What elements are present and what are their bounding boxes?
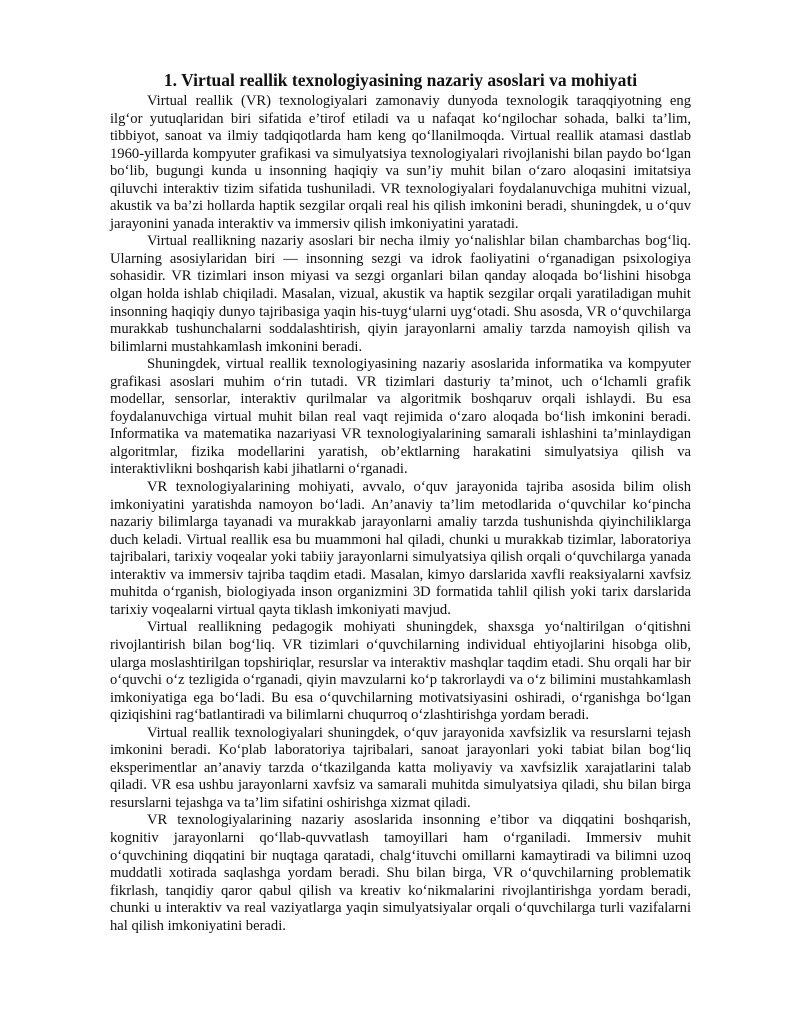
document-page — [110, 70, 691, 935]
paragraph-7: VR texnologiyalarining nazariy asoslarida insonning e’tibor va diqqatini boshqarish, kognitiv jarayonlarni qo‘llab-quvvatlash tamoyillari ham o‘rganiladi. Immersiv muhit o‘quvchining diqqatini bir nuqtaga qaratadi, chalg‘ituvchi omillarni kamaytiradi va bilimni uzoq muddatli xotirada saqlashga yordam beradi. Shu bilan birga, VR o‘quvchilarning problematik fikrlash, tanqidiy qaror qabul qilish va kreativ ko‘nikmalarini rivojlantirishga yordam beradi, chunki u interaktiv va real vaziyatlarga yaqin simulyatsiyalar orqali o‘quvchilarga turli vazifalarni hal qilish imkoniyatini beradi. — [110, 812, 691, 934]
paragraph-3: Shuningdek, virtual reallik texnologiyasining nazariy asoslarida informatika va kompyuter grafikasi asoslari muhim o‘rin tutadi. VR tizimlari dasturiy ta’minot, uch o‘lchamli grafik modellar, sensorlar, interaktiv qurilmalar va algoritmik boshqaruv orqali ishlaydi. Bu esa foydalanuvchiga virtual muhit bilan real vaqt rejimida o‘zaro aloqada bo‘lish imkonini beradi. Informatika va matematika nazariyasi VR texnologiyalarining samarali ishlashini ta’minlaydigan algoritmlar, fizika modellarini yaratish, ob’ektlarning harakatini simulyatsiya qilish va interaktivlikni boshqarish kabi jihatlarni o‘rganadi. — [110, 356, 691, 478]
paragraph-2: Virtual reallikning nazariy asoslari bir necha ilmiy yo‘nalishlar bilan chambarchas bog‘liq. Ularning asosiylaridan biri — insonning sezgi va idrok faoliyatini o‘rganadigan psixologiya sohasidir. VR tizimlari inson miyasi va sezgi organlari bilan qanday aloqada bo‘lishini hisobga olgan holda ishlab chiqiladi. Masalan, vizual, akustik va haptik sezgilar orqali yaratiladigan muhit insonning haqiqiy dunyo tajribasiga yaqin his-tuyg‘ularni uyg‘otadi. Shu asosda, VR o‘quvchilarga murakkab tushunchalarni soddalashtirish, qiyin jarayonlarni amaliy tarzda namoyish qilish va bilimlarni mustahkamlash imkonini beradi. — [110, 233, 691, 355]
paragraph-4: VR texnologiyalarining mohiyati, avvalo, o‘quv jarayonida tajriba asosida bilim olish imkoniyatini yaratishda namoyon bo‘ladi. An’anaviy ta’lim metodlarida o‘quvchilar ko‘pincha nazariy bilimlarga tayanadi va murakkab jarayonlarni amaliy tarzda tushunishda qiyinchiliklarga duch keladi. Virtual reallik esa bu muammoni hal qiladi, chunki u murakkab tizimlar, laboratoriya tajribalari, tarixiy voqealar yoki tabiiy jarayonlarni simulyatsiya qilish orqali o‘quvchilarga yanada interaktiv va immersiv tajriba taqdim etadi. Masalan, kimyo darslarida xavfli reaksiyalarni xavfsiz muhitda o‘rganish, biologiyada inson organizmini 3D formatida tahlil qilish yoki tarix darslarida tarixiy voqealarni virtual qayta tiklash imkoniyati mavjud. — [110, 479, 691, 618]
paragraph-6: Virtual reallik texnologiyalari shuningdek, o‘quv jarayonida xavfsizlik va resurslarni tejash imkonini beradi. Ko‘plab laboratoriya tajribalari, sanoat jarayonlari yoki tabiat bilan bog‘liq eksperimentlar an’anaviy tarzda o‘tkazilganda katta moliyaviy va xavfsizlik xarajatlarini talab qiladi. VR esa ushbu jarayonlarni xavfsiz va samarali muhitda simulyatsiya qiladi, shu bilan birga resurslarni tejashga va ta’lim sifatini oshirishga xizmat qiladi. — [110, 724, 691, 811]
paragraph-1: Virtual reallik (VR) texnologiyalari zamonaviy dunyoda texnologik taraqqiyotning eng ilg‘or yutuqlaridan biri sifatida e’tirof etiladi va u nafaqat ko‘ngilochar sohada, balki ta’lim, tibbiyot, sanoat va ilmiy tadqiqotlarda ham keng qo‘llanilmoqda. Virtual reallik atamasi dastlab 1960-yillarda kompyuter grafikasi va simulyatsiya texnologiyalari rivojlanishi bilan paydo bo‘lgan bo‘lib, bugungi kunda u insonning haqiqiy va sun’iy muhit bilan o‘zaro aloqasini imitatsiya qiluvchi interaktiv tizim sifatida tushuniladi. VR texnologiyalari foydalanuvchiga muhitni vizual, akustik va ba’zi hollarda haptik sezgilar orqali real his qilish imkonini beradi, shuningdek, u o‘quv jarayonini yanada interaktiv va immersiv qilish imkoniyatini yaratadi. — [110, 93, 691, 232]
paragraph-5: Virtual reallikning pedagogik mohiyati shuningdek, shaxsga yo‘naltirilgan o‘qitishni rivojlantirish bilan bog‘liq. VR tizimlari o‘quvchilarning individual ehtiyojlarini hisobga olib, ularga moslashtirilgan topshiriqlar, resurslar va interaktiv mashqlar taqdim etadi. Shu orqali har bir o‘quvchi o‘z tezligida o‘rganadi, qiyin mavzularni ko‘p takrorlaydi va o‘z bilimini mustahkamlash imkoniyatiga ega bo‘ladi. Bu esa o‘quvchilarning motivatsiyasini oshiradi, o‘rganishga bo‘lgan qiziqishini rag‘batlantiradi va bilimlarni chuqurroq o‘zlashtirishga yordam beradi. — [110, 619, 691, 724]
document-title: 1. Virtual reallik texnologiyasining nazariy asoslari va mohiyati — [163, 70, 638, 90]
